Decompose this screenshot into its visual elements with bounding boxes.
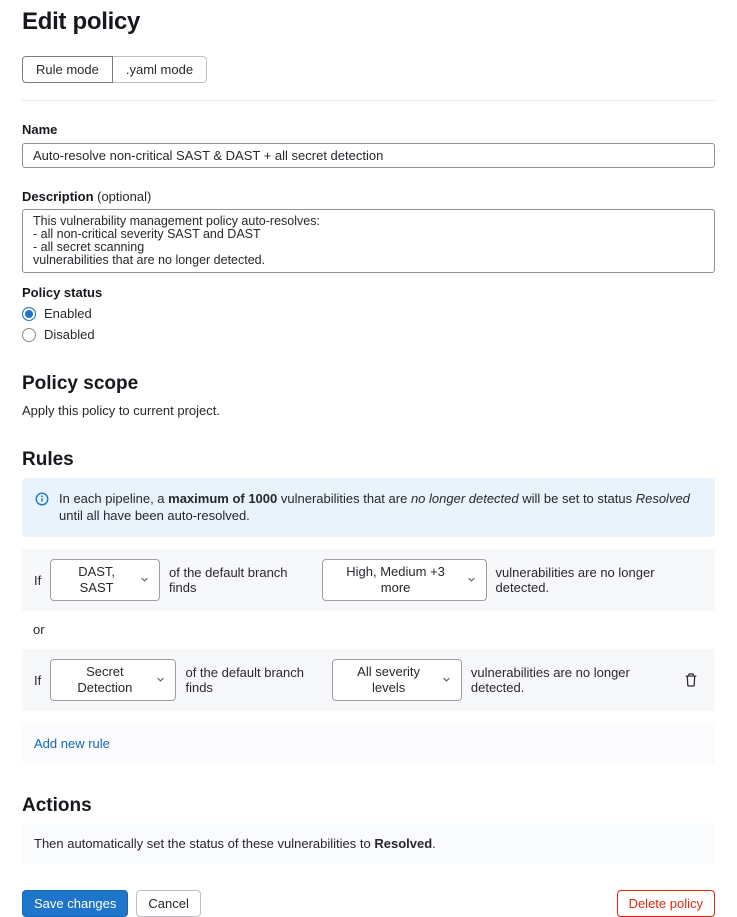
rules-heading: Rules <box>22 449 74 470</box>
radio-disabled-label: Disabled <box>44 327 95 342</box>
radio-enabled-label: Enabled <box>44 306 92 321</box>
severity-levels-value: High, Medium +3 more <box>346 564 445 595</box>
scanner-type-dropdown[interactable] <box>50 659 176 701</box>
actions-text: Then automatically set the status of these vulnerabilities to Resolved. <box>34 836 436 851</box>
description-optional-text: (optional) <box>93 189 152 204</box>
footer-actions <box>22 890 715 917</box>
radio-unselected-icon <box>22 328 36 342</box>
rules-info-text: In each pipeline, a maximum of 1000 vulnerabilities that are no longer detected will be set to status Resolved until all have been auto-resolved. <box>59 491 690 523</box>
scanner-type-dropdown[interactable] <box>50 559 160 601</box>
chevron-down-icon <box>467 572 476 588</box>
rule-suffix-text: vulnerabilities are no longer detected. <box>495 565 655 595</box>
description-label <box>22 189 715 204</box>
severity-levels-dropdown[interactable] <box>332 659 462 701</box>
scanner-type-value: Secret Detection <box>77 664 133 695</box>
add-rule-row <box>22 723 715 764</box>
actions-row <box>22 823 715 864</box>
delete-rule-button[interactable] <box>679 671 703 689</box>
severity-levels-dropdown[interactable] <box>322 559 487 601</box>
rule-row <box>22 549 715 611</box>
policy-status-label: Policy status <box>22 285 103 300</box>
radio-disabled[interactable] <box>22 327 715 342</box>
name-label: Name <box>22 122 58 137</box>
severity-levels-value: All severity levels <box>357 664 421 695</box>
rule-if-label: If <box>34 672 42 688</box>
mode-toggle <box>22 56 207 83</box>
radio-enabled[interactable] <box>22 306 715 321</box>
divider <box>22 100 715 101</box>
chevron-down-icon <box>442 672 451 688</box>
yaml-mode-button[interactable]: .yaml mode <box>112 56 207 83</box>
info-icon <box>35 492 49 524</box>
rule-if-label: If <box>34 572 42 588</box>
chevron-down-icon <box>140 572 149 588</box>
trash-icon <box>684 676 698 691</box>
rule-mode-button[interactable]: Rule mode <box>22 56 113 83</box>
rule-row <box>22 649 715 711</box>
name-input[interactable] <box>22 143 715 168</box>
edit-policy-page <box>0 7 737 917</box>
chevron-down-icon <box>156 672 165 688</box>
delete-policy-button[interactable]: Delete policy <box>617 890 715 917</box>
rule-middle-text: of the default branch finds <box>185 665 304 695</box>
rule-middle-text: of the default branch finds <box>169 565 288 595</box>
cancel-button[interactable]: Cancel <box>136 890 200 917</box>
save-changes-button[interactable]: Save changes <box>22 890 128 917</box>
policy-scope-heading: Policy scope <box>22 373 139 394</box>
rule-suffix-text: vulnerabilities are no longer detected. <box>470 665 630 695</box>
description-label-text: Description <box>22 189 94 204</box>
policy-scope-description: Apply this policy to current project. <box>22 403 220 418</box>
rules-info-alert <box>22 478 715 537</box>
radio-selected-icon <box>22 307 36 321</box>
add-new-rule-link[interactable]: Add new rule <box>34 736 110 751</box>
page-title: Edit policy <box>22 8 141 35</box>
actions-heading: Actions <box>22 795 92 816</box>
scanner-type-value: DAST, SAST <box>78 564 116 595</box>
description-textarea[interactable] <box>22 209 715 273</box>
rule-or-label: or <box>33 622 45 637</box>
